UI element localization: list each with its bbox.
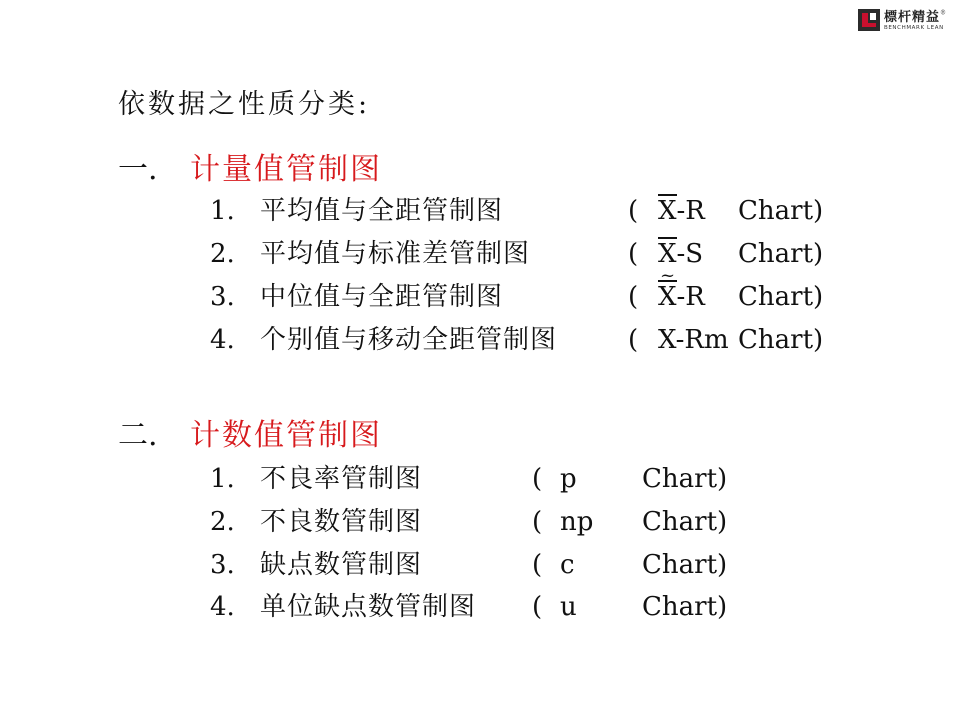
overbar-mark [658, 194, 677, 196]
item-open-paren: ( [628, 325, 639, 355]
symbol-base: X [658, 239, 677, 269]
logo-chinese-name: 標杆精益 [883, 10, 940, 25]
item-index: 3. [210, 282, 235, 312]
item-label: 中位值与全距管制图 [260, 282, 504, 312]
page-heading: 依数据之性质分类: [118, 89, 371, 120]
item-chart-label: Chart) [642, 507, 728, 537]
item-symbol [658, 198, 705, 224]
symbol-rest: -R [676, 282, 705, 312]
item-label: 个别值与移动全距管制图 [260, 325, 558, 355]
item-chart-label: Chart) [642, 592, 728, 622]
item-label: 平均值与全距管制图 [260, 196, 504, 226]
tilde-mark: ~ [660, 265, 676, 286]
item-chart-label: Chart) [738, 239, 824, 269]
item-index: 2. [210, 507, 235, 537]
section-title-attributes [118, 410, 382, 454]
item-chart-label: Chart) [738, 282, 824, 312]
logo-mark-icon [858, 9, 880, 31]
item-index: 1. [210, 196, 235, 226]
item-label: 平均值与标准差管制图 [260, 239, 531, 269]
item-index: 3. [210, 550, 235, 580]
item-index: 2. [210, 239, 235, 269]
item-label: 单位缺点数管制图 [260, 592, 477, 622]
item-symbol: p [560, 464, 577, 494]
symbol-base: X [658, 196, 677, 226]
xbar-symbol [658, 241, 677, 267]
symbol-rest: -Rm [675, 325, 729, 355]
section-number: 一. [118, 152, 158, 187]
list-item [210, 466, 770, 498]
item-chart-label: Chart) [642, 550, 728, 580]
item-symbol: u [560, 592, 577, 622]
symbol-rest: -R [676, 196, 705, 226]
item-open-paren: ( [628, 239, 639, 269]
item-symbol [658, 241, 703, 267]
item-index: 4. [210, 325, 235, 355]
item-open-paren: ( [628, 196, 639, 226]
logo-text [884, 8, 946, 32]
list-item [210, 552, 770, 584]
item-symbol: c [560, 550, 575, 580]
item-open-paren: ( [532, 464, 543, 494]
item-open-paren: ( [532, 592, 543, 622]
item-chart-label: Chart) [642, 464, 728, 494]
list-item [210, 594, 770, 626]
item-open-paren: ( [532, 550, 543, 580]
list-item [210, 265, 850, 316]
logo-registered-mark: ® [940, 9, 946, 17]
xbar-symbol [658, 198, 677, 224]
symbol-base: X [658, 282, 677, 312]
xtilde-symbol [658, 265, 677, 312]
brand-logo [858, 8, 946, 32]
item-label: 不良数管制图 [260, 507, 423, 537]
list-item [210, 198, 850, 230]
item-open-paren: ( [532, 507, 543, 537]
list-item [210, 509, 770, 541]
item-index: 1. [210, 464, 235, 494]
item-open-paren: ( [628, 282, 639, 312]
item-symbol [658, 327, 729, 353]
symbol-base: X [658, 325, 676, 355]
item-symbol [658, 265, 705, 312]
section-number: 二. [118, 418, 158, 453]
section-name: 计数值管制图 [190, 418, 382, 453]
list-item [210, 241, 850, 273]
list-item [210, 327, 850, 359]
item-label: 缺点数管制图 [260, 550, 423, 580]
item-chart-label: Chart) [738, 325, 824, 355]
item-index: 4. [210, 592, 235, 622]
item-chart-label: Chart) [738, 196, 824, 226]
logo-english-name: BENCHMARK LEAN [883, 25, 944, 31]
section-name: 计量值管制图 [190, 152, 382, 187]
section-title-variables [118, 144, 382, 188]
item-symbol: np [560, 507, 594, 537]
symbol-rest: -S [676, 239, 704, 269]
item-label: 不良率管制图 [260, 464, 423, 494]
overbar-mark [658, 237, 677, 239]
